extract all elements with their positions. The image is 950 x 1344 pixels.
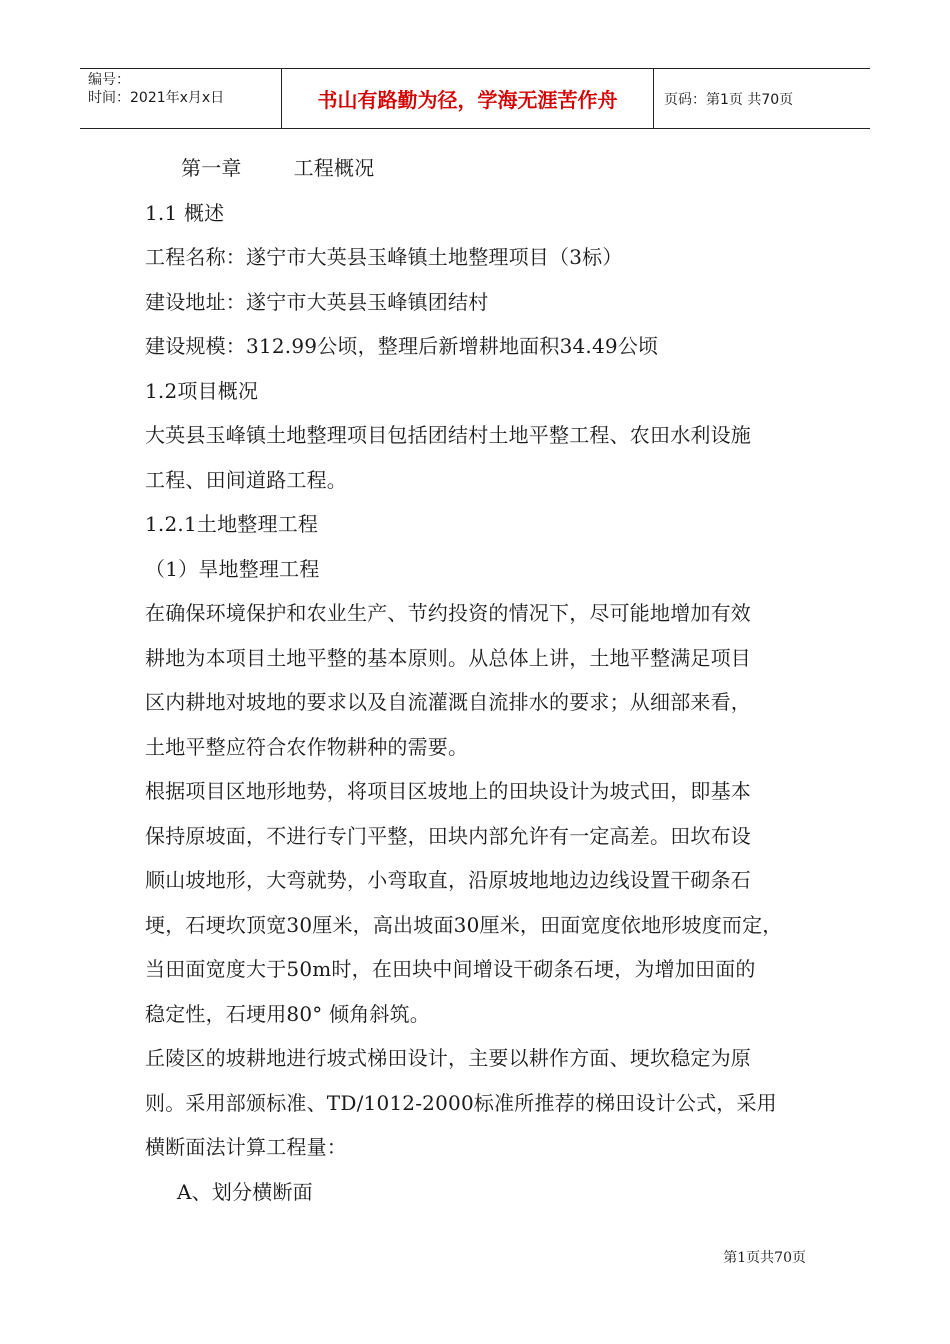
time-label: 时间：2021年x月x日 — [88, 90, 225, 106]
paragraph-line: 耕地为本项目土地平整的基本原则。从总体上讲，土地平整满足项目 — [145, 645, 751, 670]
chapter-number: 第一章 — [181, 156, 242, 180]
paragraph-line: 建设地址：遂宁市大英县玉峰镇团结村 — [145, 289, 489, 314]
paragraph-line: 丘陵区的坡耕地进行坡式梯田设计，主要以耕作方面、埂坎稳定为原 — [145, 1046, 751, 1070]
paragraph-line: 稳定性，石埂用80° 倾角斜筑。 — [145, 1001, 431, 1026]
paragraph-line: 区内耕地对坡地的要求以及自流灌溉自流排水的要求；从细部来看， — [145, 690, 751, 714]
paragraph-line: 工程名称：遂宁市大英县玉峰镇土地整理项目（3标） — [145, 245, 623, 269]
header-page-info — [654, 69, 870, 128]
paragraph-line: 埂，石埂坎顶宽30厘米，高出坡面30厘米，田面宽度依地形坡度而定， — [145, 912, 783, 937]
paragraph-line: 大英县玉峰镇土地整理项目包括团结村土地平整工程、农田水利设施 — [145, 423, 751, 447]
paragraph-line: 当田面宽度大于50m时，在田块中间增设干砌条石埂，为增加田面的 — [145, 957, 756, 981]
subsection-heading: （1）旱地整理工程 — [145, 556, 320, 581]
paragraph-line: 土地平整应符合农作物耕种的需要。 — [145, 734, 469, 759]
section-heading: 1.1 概述 — [145, 200, 225, 225]
list-item-heading: A、划分横断面 — [177, 1179, 313, 1204]
page-footer — [723, 1247, 806, 1267]
motto-text: 书山有路勤为径，学海无涯苦作舟 — [317, 88, 618, 112]
paragraph-line: 保持原坡面，不进行专门平整，田块内部允许有一定高差。田坎布设 — [145, 823, 751, 848]
paragraph-line: 工程、田间道路工程。 — [145, 467, 347, 492]
chapter-heading — [145, 146, 825, 191]
section-heading: 1.2项目概况 — [145, 378, 259, 403]
document-body — [145, 146, 825, 1214]
footer-page-number: 第1页共70页 — [723, 1250, 806, 1266]
document-header — [80, 68, 870, 129]
paragraph-line: 在确保环境保护和农业生产、节约投资的情况下，尽可能地增加有效 — [145, 601, 751, 625]
page-info-text: 页码：第1页 共70页 — [664, 91, 794, 108]
header-motto — [282, 69, 654, 128]
paragraph-line: 则。采用部颁标准、TD/1012-2000标准所推荐的梯田设计公式，采用 — [145, 1090, 777, 1115]
paragraph-line: 顺山坡地形，大弯就势，小弯取直，沿原坡地地边边线设置干砌条石 — [145, 868, 751, 892]
number-label: 编号： — [88, 72, 130, 88]
paragraph-line: 横断面法计算工程量： — [145, 1135, 347, 1159]
chapter-title: 工程概况 — [293, 156, 375, 180]
header-meta — [80, 69, 282, 128]
subsection-heading: 1.2.1土地整理工程 — [145, 512, 319, 536]
paragraph-line: 根据项目区地形地势，将项目区坡地上的田块设计为坡式田，即基本 — [145, 779, 751, 803]
paragraph-line: 建设规模：312.99公顷，整理后新增耕地面积34.49公顷 — [145, 334, 659, 358]
